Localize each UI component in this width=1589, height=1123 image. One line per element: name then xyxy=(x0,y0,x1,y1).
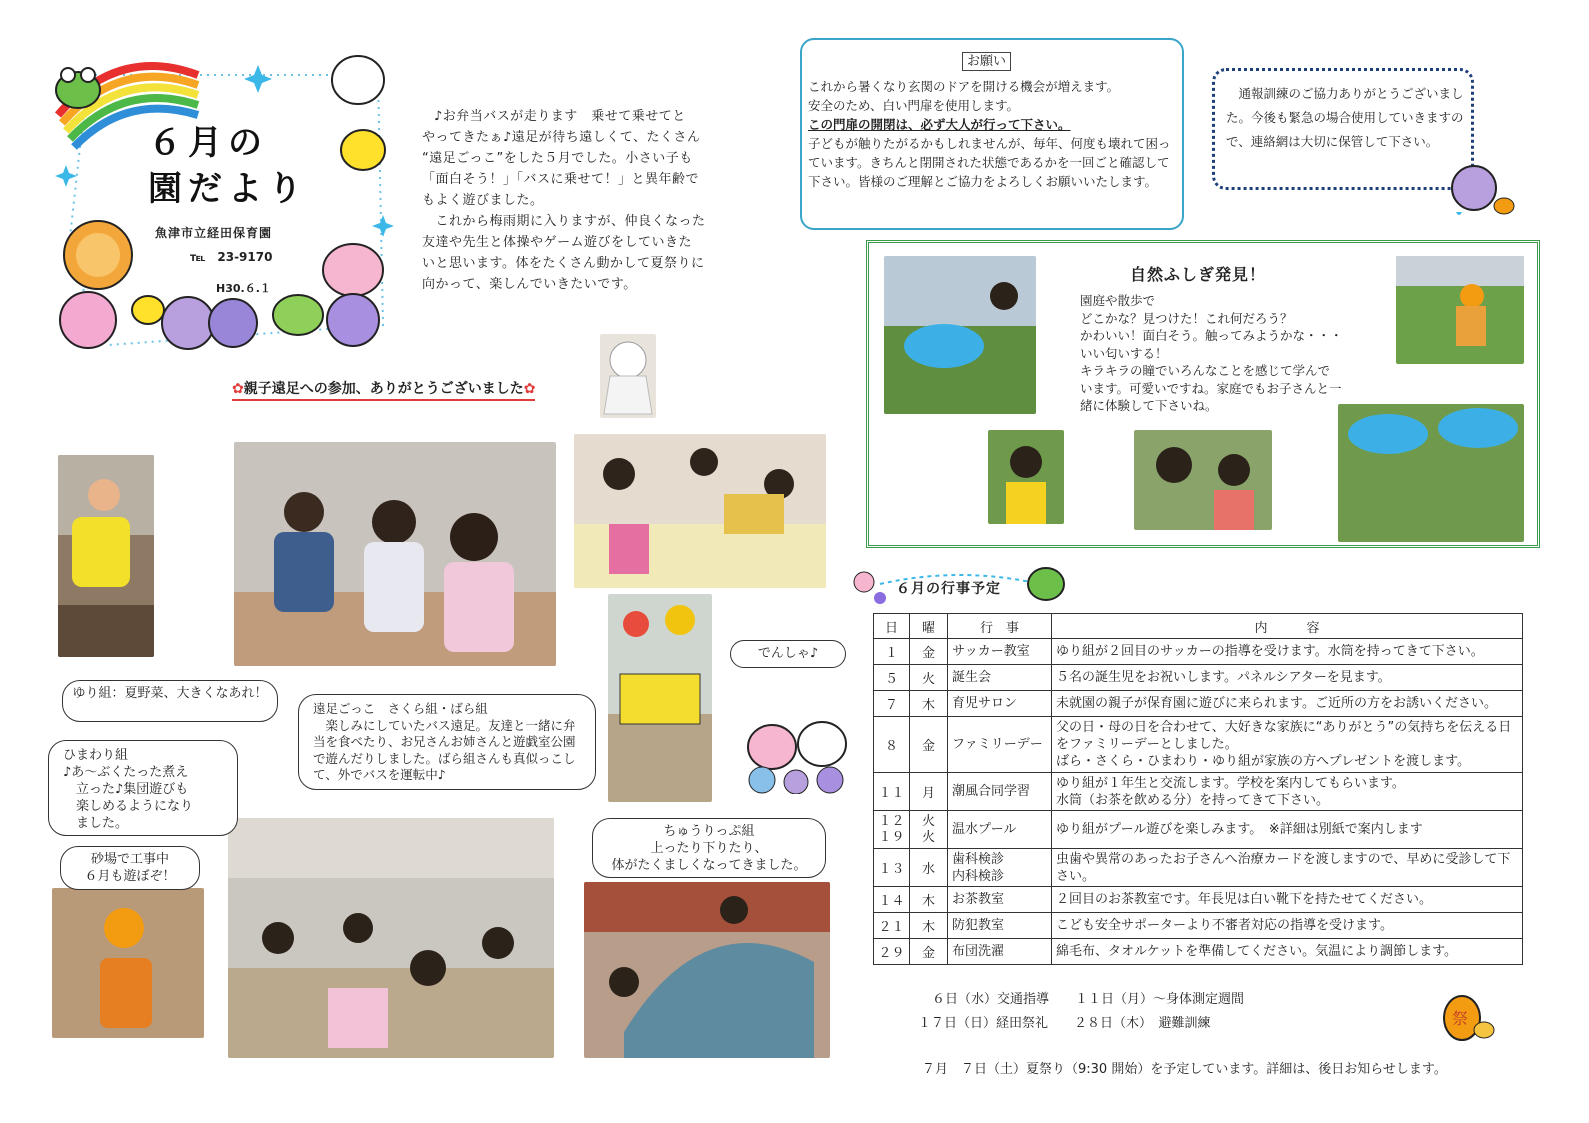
nature-title: 自然ふしぎ発見！ xyxy=(1130,265,1267,284)
cell-day: ２９ xyxy=(874,939,910,965)
july-notice: ７月 ７日（土）夏祭り（9:30 開始）を予定しています。詳細は、後日お知らせします。 xyxy=(922,1062,1447,1077)
photo-nature-4 xyxy=(1134,430,1272,530)
table-row xyxy=(874,849,1523,887)
photo-nature-3 xyxy=(988,430,1064,524)
bubble-yuri: ゆり組：夏野菜、大きくなあれ！ xyxy=(62,680,278,722)
table-row xyxy=(874,939,1523,965)
cell-dow: 水 xyxy=(910,849,948,887)
table-row xyxy=(874,717,1523,773)
hydrangea-decoration xyxy=(1448,160,1518,222)
photo-bus-box xyxy=(574,434,826,588)
intro-line: 「面白そう！」「バスに乗せて！」と異年齢で xyxy=(422,172,700,187)
cell-day: ２１ xyxy=(874,913,910,939)
schedule-heading: ６月の行事予定 xyxy=(896,581,1001,597)
notice-tsuho-text: 通報訓練のご協力ありがとうございました。今後も緊急の場合使用していきますので、連絡網は大切に保管して下さい。 xyxy=(1226,86,1464,149)
table-row xyxy=(874,811,1523,849)
cell-dow: 金 xyxy=(910,717,948,773)
notice-line: 安全のため、白い門扉を使用します。 xyxy=(808,98,1020,113)
col-header-event: 行 事 xyxy=(948,614,1052,639)
svg-text:祭: 祭 xyxy=(1452,1009,1469,1028)
notice-line-bold: この門扉の開閉は、必ず大人が行って下さい。 xyxy=(808,117,1071,132)
cell-event: ファミリーデー xyxy=(948,717,1052,773)
cell-dow: 月 xyxy=(910,773,948,811)
title-line-2: 園だより xyxy=(148,169,308,209)
photo-circle-game xyxy=(228,818,554,1058)
table-row xyxy=(874,639,1523,665)
cell-dow: 金 xyxy=(910,939,948,965)
cell-day: ８ xyxy=(874,717,910,773)
cell-day: ７ xyxy=(874,691,910,717)
cell-content: 未就園の親子が保育園に遊びに来られます。ご近所の方をお誘いください。 xyxy=(1052,691,1523,717)
cell-dow: 火 xyxy=(910,665,948,691)
nature-text xyxy=(1080,292,1380,415)
cell-event: 布団洗濯 xyxy=(948,939,1052,965)
intro-text xyxy=(422,106,742,295)
intro-line: 向かって、楽しんでいきたいです。 xyxy=(422,277,637,292)
cell-day: １ xyxy=(874,639,910,665)
school-tel: ℡ 23-9170 xyxy=(190,250,273,264)
cell-dow: 火 火 xyxy=(910,811,948,849)
bunny-dog-decoration xyxy=(742,702,850,794)
nature-line: 園庭や散歩で xyxy=(1080,293,1156,308)
school-name: 魚津市立経田保育園 xyxy=(155,226,273,240)
cell-day: １２ １９ xyxy=(874,811,910,849)
photo-mat-climb xyxy=(584,882,830,1058)
cell-content: ゆり組が１年生と交流します。学校を案内してもらいます。 水筒（お茶を飲める分）を持ってきて下さい。 xyxy=(1052,773,1523,811)
excursion-heading-text: 親子遠足への参加、ありがとうございました xyxy=(243,381,524,397)
cell-event: 育児サロン xyxy=(948,691,1052,717)
photo-nature-2 xyxy=(1396,256,1524,364)
photo-bus-play xyxy=(234,442,556,666)
cell-event: お茶教室 xyxy=(948,887,1052,913)
photo-nature-1 xyxy=(884,256,1036,414)
notice-onegai-title: お願い xyxy=(962,52,1011,71)
cell-event: サッカー教室 xyxy=(948,639,1052,665)
cell-day: １４ xyxy=(874,887,910,913)
bubble-chuurippu: ちゅうりっぷ組 上ったり下りたり、 体がたくましくなってきました。 xyxy=(592,818,826,878)
schedule-note: ６日（水）交通指導 １１日（月）～身体測定週間 xyxy=(932,992,1245,1007)
photo-train-costume xyxy=(608,594,712,802)
intro-line: ♪お弁当バスが走ります 乗せて乗せてと xyxy=(434,109,686,124)
cell-content: ゆり組がプール遊びを楽しみます。 ※詳細は別紙で案内します xyxy=(1052,811,1523,849)
page-title xyxy=(148,120,308,212)
nature-line: います。可愛いですね。家庭でもお子さんと一 xyxy=(1080,380,1342,396)
table-row xyxy=(874,887,1523,913)
cell-content: 虫歯や異常のあったお子さんへ治療カードを渡しますので、早めに受診して下さい。 xyxy=(1052,849,1523,887)
table-row xyxy=(874,691,1523,717)
teruteru-photo xyxy=(600,334,656,418)
cell-event: 潮風合同学習 xyxy=(948,773,1052,811)
bubble-densha: でんしゃ♪ xyxy=(730,640,846,668)
cell-content: 綿毛布、タオルケットを準備してください。気温により調節します。 xyxy=(1052,939,1523,965)
photo-sandbox xyxy=(52,888,204,1038)
nature-line: どこかな？見つけた！これ何だろう？ xyxy=(1080,310,1293,326)
excursion-heading xyxy=(232,378,535,401)
intro-line: いと思います。体をたくさん動かして夏祭りに xyxy=(422,256,705,271)
intro-line: これから梅雨期に入りますが、仲良くなった xyxy=(422,214,706,229)
cell-dow: 木 xyxy=(910,913,948,939)
cell-dow: 木 xyxy=(910,691,948,717)
cell-content: ゆり組が２回目のサッカーの指導を受けます。水筒を持ってきて下さい。 xyxy=(1052,639,1523,665)
cell-event: 誕生会 xyxy=(948,665,1052,691)
cell-day: １３ xyxy=(874,849,910,887)
schedule-note: １７日（日）経田祭礼 ２８日（木） 避難訓練 xyxy=(918,1016,1211,1031)
title-line-1: ６月の xyxy=(148,123,268,163)
col-header-content: 内 容 xyxy=(1052,614,1523,639)
cell-dow: 木 xyxy=(910,887,948,913)
cell-dow: 金 xyxy=(910,639,948,665)
cell-content: ５名の誕生児をお祝いします。パネルシアターを見ます。 xyxy=(1052,665,1523,691)
cell-day: ５ xyxy=(874,665,910,691)
table-row xyxy=(874,773,1523,811)
notice-line: 子どもが触りたがるかもしれませんが、毎年、何度も壊れて困っています。きちんと閉開された状態であるかを一回ごと確認して下さい。皆様のご理解とご協力をよろしくお願いいたします。 xyxy=(808,136,1171,189)
table-row xyxy=(874,913,1523,939)
nature-line: キラキラの瞳でいろんなことを感じて学んで xyxy=(1080,363,1331,378)
schedule-table xyxy=(873,613,1523,965)
col-header-dow: 曜 xyxy=(910,614,948,639)
cell-content: ２回目のお茶教室です。年長児は白い靴下を持たせてください。 xyxy=(1052,887,1523,913)
nature-line: いい匂いする！ xyxy=(1080,345,1168,361)
flower-icon: ✿ xyxy=(523,381,536,397)
nature-line: かわいい！面白そう。触ってみようかな・・・ xyxy=(1080,328,1343,343)
photo-farming-boy xyxy=(58,455,154,657)
bubble-sunaba: 砂場で工事中 ６月も遊ぼぞ！ xyxy=(60,846,200,890)
cell-event: 歯科検診 内科検診 xyxy=(948,849,1052,887)
flower-icon: ✿ xyxy=(232,381,244,397)
bubble-himawari: ひまわり組 ♪あ～ぶくたった煮え 立った♪集団遊びも 楽しめるようになり ました。 xyxy=(48,740,238,836)
intro-line: もよく遊びました。 xyxy=(422,193,544,208)
schedule-notes xyxy=(918,988,1245,1036)
cell-day: １１ xyxy=(874,773,910,811)
cell-content: こども安全サポーターより不審者対応の指導を受けます。 xyxy=(1052,913,1523,939)
cell-content: 父の日・母の日を合わせて、大好きな家族に“ありがとう”の気持ちを伝える日をファミリーデーとしました。 ばら・さくら・ひまわり・ゆり組が家族の方へプレゼントを渡します。 xyxy=(1052,717,1523,773)
festival-decoration xyxy=(1440,988,1496,1046)
intro-line: やってきたぁ♪遠足が待ち遠しくて、たくさん xyxy=(422,130,701,145)
photo-nature-5 xyxy=(1338,404,1524,542)
schedule-header-row xyxy=(874,614,1523,639)
issue-date: H30.６.１ xyxy=(216,282,271,295)
table-row xyxy=(874,665,1523,691)
intro-line: “遠足ごっこ”をした５月でした。小さい子も xyxy=(422,151,693,166)
col-header-day: 日 xyxy=(874,614,910,639)
nature-line: 緒に体験して下さいね。 xyxy=(1080,398,1218,413)
bubble-ensoku: 遠足ごっこ さくら組・ばら組 楽しみにしていたバス遠足。友達と一緒に弁当を食べたり、お兄さんお姉さんと遊戯室公園で遊んだりしました。ばら組さんも真似っこして、外でバスを運転中♪ xyxy=(298,694,596,790)
notice-onegai-body xyxy=(808,77,1178,191)
notice-line: これから暑くなり玄関のドアを開ける機会が増えます。 xyxy=(808,79,1120,94)
intro-line: 友達や先生と体操やゲーム遊びをしていきた xyxy=(422,235,693,250)
cell-event: 温水プール xyxy=(948,811,1052,849)
cell-event: 防犯教室 xyxy=(948,913,1052,939)
